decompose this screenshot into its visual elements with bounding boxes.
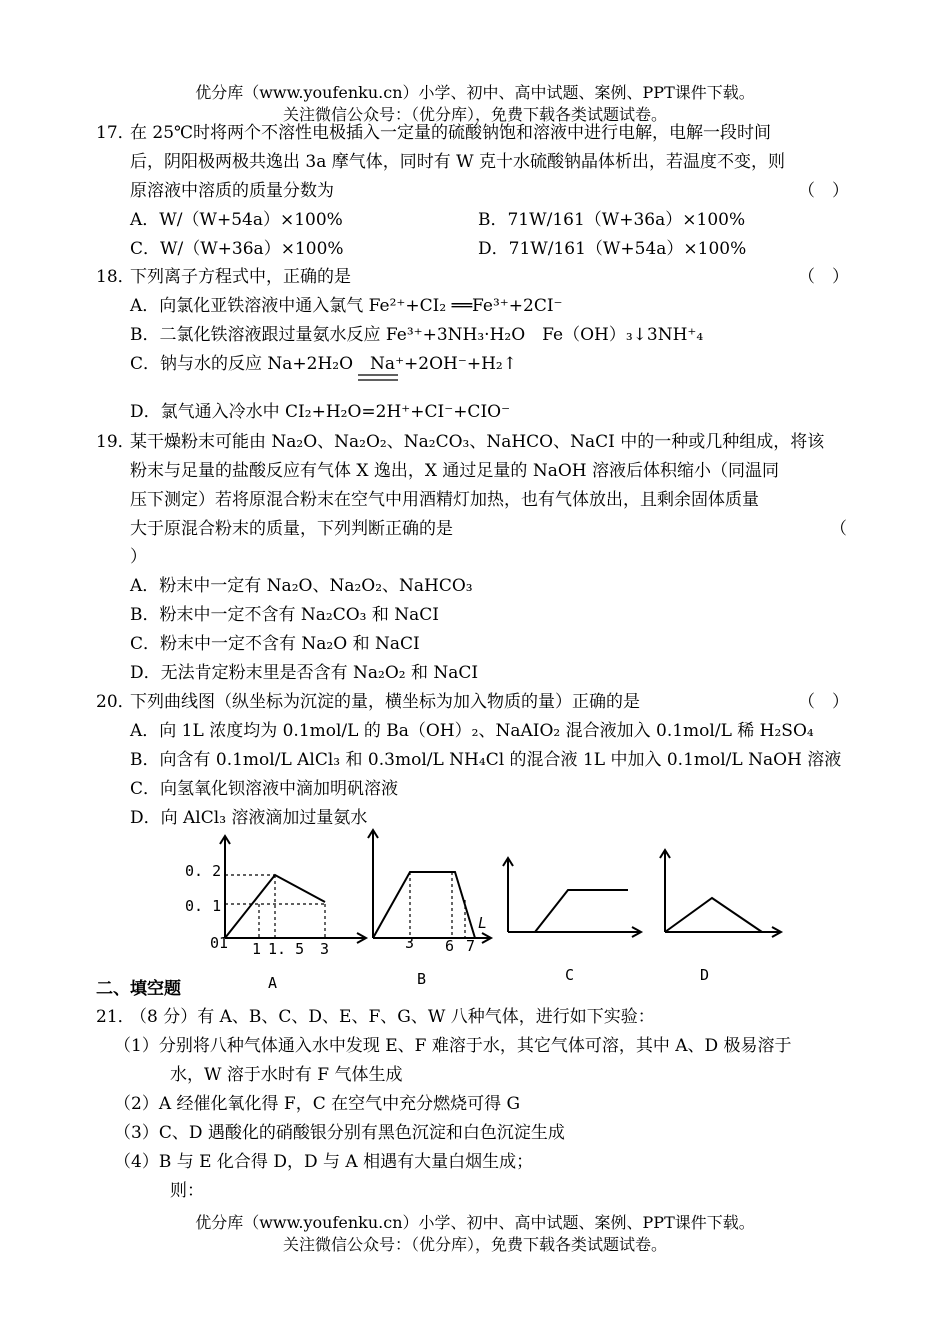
q19-paren-close: ） — [130, 547, 147, 567]
q18-option-b: B．二氯化铁溶液跟过量氨水反应 Fe³⁺+3NH₃·H₂O Fe（OH）₃↓3NH⁺₄ — [130, 325, 704, 345]
q19-line-1: 某干燥粉末可能由 Na₂O、Na₂O₂、Na₂CO₃、NaHCO、NaCI 中的一种或几种组成，将该 — [130, 432, 825, 452]
graph-a-x-tick-15: 1. 5 — [268, 940, 305, 958]
footer-line-2: 关注微信公众号：（优分库），免费下载各类试题试卷。 — [282, 1235, 667, 1254]
q20-number: 20． — [96, 692, 135, 712]
footer-line-1: 优分库（www.youfenku.cn）小学、初中、高中试题、案例、PPT课件下载。 — [195, 1213, 755, 1232]
graph-b-axis-letter: L — [478, 914, 488, 932]
q17-line-1: 在 25℃时将两个不溶性电极插入一定量的硫酸钠饱和溶液中进行电解，电解一段时间 — [130, 123, 772, 143]
q20-answer-paren: （ ） — [798, 692, 849, 712]
header-line-1: 优分库（www.youfenku.cn）小学、初中、高中试题、案例、PPT课件下载。 — [195, 83, 755, 102]
q21-stem: （8 分）有 A、B、C、D、E、F、G、W 八种气体，进行如下实验： — [130, 1007, 655, 1027]
graph-b-curve — [373, 872, 475, 938]
q18-option-c: C．钠与水的反应 Na+2H₂O Na⁺+2OH⁻+H₂↑ — [130, 354, 517, 374]
q21-step-3: （3）C、D 遇酸化的硝酸银分别有黑色沉淀和白色沉淀生成 — [114, 1123, 565, 1143]
section-2-title: 二、填空题 — [96, 979, 181, 999]
q18-stem: 下列离子方程式中，正确的是 — [130, 267, 351, 287]
q19-line-2: 粉末与足量的盐酸反应有气体 X 逸出，X 通过足量的 NaOH 溶液后体积缩小（同温同 — [130, 461, 779, 481]
graph-b-x-tick-6: 6 — [445, 937, 455, 955]
q17-option-b: B．71W/161（W+36a）×100% — [478, 210, 746, 230]
q21-then: 则： — [170, 1181, 204, 1201]
q19-paren-open: （ — [830, 519, 847, 539]
q17-option-a: A．W/（W+54a）×100% — [130, 210, 343, 230]
q21-step-4: （4）B 与 E 化合得 D，D 与 A 相遇有大量白烟生成； — [114, 1152, 534, 1172]
q20-stem: 下列曲线图（纵坐标为沉淀的量，横坐标为加入物质的量）正确的是 — [130, 692, 640, 712]
header-line-2: 关注微信公众号：（优分库），免费下载各类试题试卷。 — [282, 105, 667, 124]
q18-answer-paren: （ ） — [798, 267, 849, 287]
graph-a-x-tick-1: 1 — [252, 940, 262, 958]
q19-option-c: C．粉末中一定不含有 Na₂O 和 NaCI — [130, 634, 420, 654]
q18-number: 18． — [96, 267, 135, 287]
q17-option-c: C．W/（W+36a）×100% — [130, 239, 344, 259]
graph-a-x-tick-01: 01 — [210, 934, 229, 952]
q17-line-3: 原溶液中溶质的质量分数为 — [130, 181, 334, 201]
graph-a-y-tick-02: 0. 2 — [185, 862, 222, 880]
graph-a-y-tick-01: 0. 1 — [185, 897, 222, 915]
q19-line-4: 大于原混合粉末的质量，下列判断正确的是 — [130, 519, 453, 539]
q21-step-1b: 水，W 溶于水时有 F 气体生成 — [170, 1065, 403, 1085]
q19-option-d: D．无法肯定粉末里是否含有 Na₂O₂ 和 NaCI — [130, 663, 479, 683]
q17-number: 17． — [96, 123, 135, 143]
q19-option-a: A．粉末中一定有 Na₂O、Na₂O₂、NaHCO₃ — [130, 576, 473, 596]
q20-option-d: D．向 AlCl₃ 溶液滴加过量氨水 — [130, 808, 368, 828]
q21-step-1a: （1）分别将八种气体通入水中发现 E、F 难溶于水，其它气体可溶，其中 A、D 极易溶于 — [114, 1036, 792, 1056]
q19-option-b: B．粉末中一定不含有 Na₂CO₃ 和 NaCI — [130, 605, 440, 625]
graph-b-x-tick-3: 3 — [405, 934, 415, 952]
graph-c-caption: C — [565, 966, 575, 984]
q21-number: 21． — [96, 1007, 135, 1027]
q19-number: 19． — [96, 432, 135, 452]
graph-d-curve — [665, 898, 762, 932]
q19-line-3: 压下测定）若将原混合粉末在空气中用酒精灯加热，也有气体放出，且剩余固体质量 — [130, 490, 759, 510]
graph-d-caption: D — [700, 966, 710, 984]
graph-b-caption: B — [417, 970, 427, 988]
q18-option-d: D．氯气通入冷水中 CI₂+H₂O=2H⁺+CI⁻+CIO⁻ — [130, 402, 511, 422]
q17-line-2: 后，阴阳极两极共逸出 3a 摩气体，同时有 W 克十水硫酸钠晶体析出，若温度不变，则 — [130, 152, 786, 172]
q20-option-b: B．向含有 0.1mol/L AlCl₃ 和 0.3mol/L NH₄Cl 的混合液 1L 中加入 0.1mol/L NaOH 溶液 — [130, 750, 842, 770]
q20-option-a: A．向 1L 浓度均为 0.1mol/L 的 Ba（OH）₂、NaAIO₂ 混合液加入 0.1mol/L 稀 H₂SO₄ — [130, 721, 814, 741]
graph-c-curve — [535, 890, 628, 932]
graph-b-x-tick-7: 7 — [466, 937, 476, 955]
q21-step-2: （2）A 经催化氧化得 F，C 在空气中充分燃烧可得 G — [114, 1094, 521, 1114]
graph-a-x-tick-3: 3 — [320, 940, 330, 958]
q20-graphs — [0, 820, 950, 995]
q17-answer-paren: （ ） — [798, 181, 849, 201]
q18-option-a: A．向氯化亚铁溶液中通入氯气 Fe²⁺+CI₂ ══Fe³⁺+2CI⁻ — [130, 296, 563, 316]
q18-c-double-underline — [358, 373, 400, 383]
graph-a-caption: A — [268, 974, 278, 992]
q20-option-c: C．向氢氧化钡溶液中滴加明矾溶液 — [130, 779, 399, 799]
q17-option-d: D．71W/161（W+54a）×100% — [478, 239, 747, 259]
